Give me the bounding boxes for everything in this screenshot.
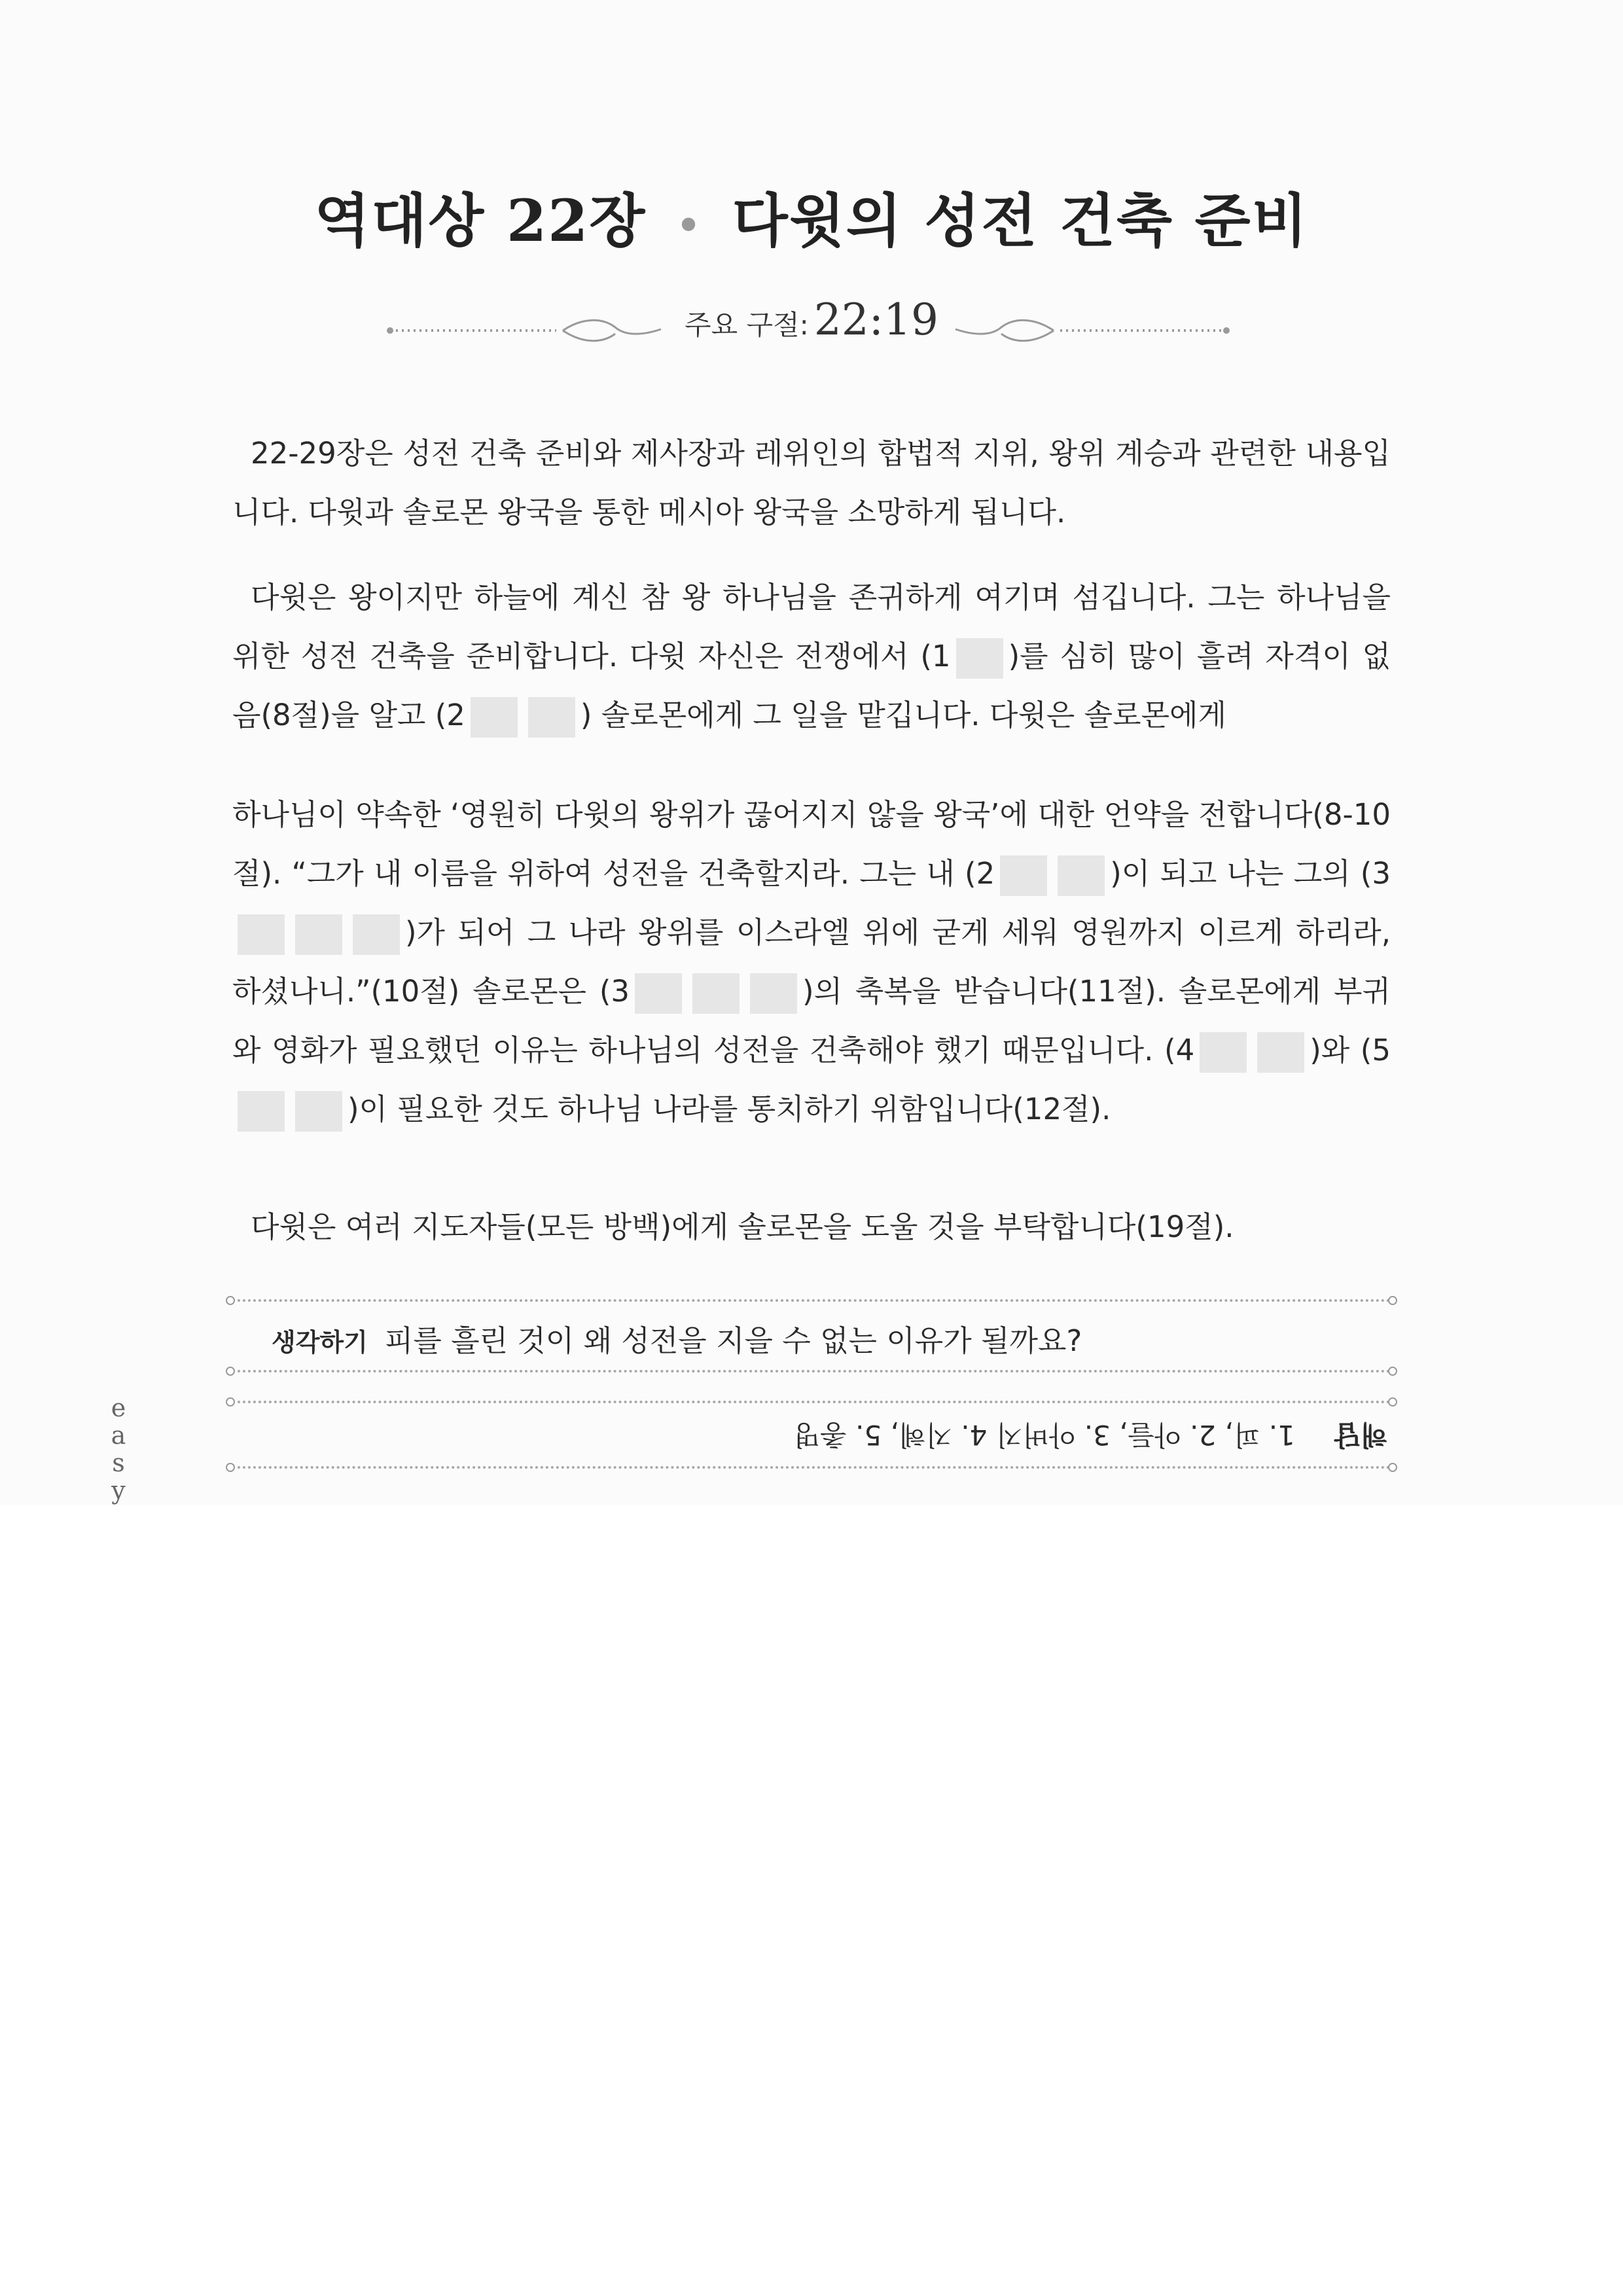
dotted-divider — [232, 1401, 1391, 1403]
chapter-subtitle: 다윗의 성전 건축 준비 — [732, 187, 1309, 255]
blank-box — [528, 697, 575, 738]
key-verse-ref: 22:19 — [813, 295, 938, 345]
blank-box — [750, 973, 797, 1014]
paragraph-leaders: 다윗은 여러 지도자들(모든 방백)에게 솔로몬을 도울 것을 부탁합니다(19절). — [251, 1210, 1234, 1244]
blank-box — [1058, 855, 1105, 896]
blank-box — [353, 914, 400, 955]
blank-box — [1257, 1032, 1304, 1073]
paragraph-covenant — [232, 785, 1391, 1139]
blank-box — [1200, 1032, 1247, 1073]
paragraph-text: 다윗은 왕이지만 하늘에 계신 참 왕 하나님을 존귀하게 여기며 섬깁니다. 그는 하나님을 위한 성전 건축을 준비합니다. 다윗 자신은 전쟁에서 (1 — [232, 580, 1391, 673]
paragraph-text: ) 솔로몬에게 그 일을 맡깁니다. 다윗은 솔로몬에게 — [580, 698, 1226, 732]
chapter-title: 역대상 22장 — [314, 187, 647, 255]
answer-box — [694, 1417, 1387, 1456]
dotted-divider — [232, 1299, 1391, 1302]
blank-box — [635, 973, 682, 1014]
dotted-divider — [232, 1466, 1391, 1469]
answer-label: 해답 — [1334, 1419, 1387, 1451]
blank-box — [956, 638, 1003, 679]
key-verse — [0, 295, 1623, 345]
blank-box — [238, 1091, 285, 1132]
paragraph-text: 하나님이 약속한 ‘영원히 다윗의 왕위가 끊어지지 않을 왕국’에 대한 언약을 전합니다(8-10절). “그가 내 이름을 위하여 성전을 건축할지라. 그는 내 (2 — [232, 797, 1391, 891]
paragraph-text: )의 축복을 받습니다(11절). 솔로몬에게 부귀와 영화가 필요했던 이유는 하나님의 성전을 건축해야 했기 때문입니다. (4 — [232, 974, 1391, 1067]
paragraph-text: )이 필요한 것도 하나님 나라를 통치하기 위함입니다(12절). — [348, 1092, 1111, 1126]
dotted-divider — [232, 1370, 1391, 1372]
paragraph-david — [232, 568, 1391, 745]
think-question: 피를 흘린 것이 왜 성전을 지을 수 없는 이유가 될까요? — [384, 1323, 1082, 1358]
title-separator: • — [675, 199, 704, 253]
paragraph-text: )이 되고 나는 그의 (3 — [1110, 856, 1391, 891]
blank-box — [238, 914, 285, 955]
paragraph-text: )를 심히 많이 흘려 자격이 없음(8절)을 알고 (2 — [232, 639, 1391, 732]
page-title — [0, 175, 1623, 258]
paragraph-text: )가 되어 그 나라 왕위를 이스라엘 위에 굳게 세워 영원까지 이르게 하리라, 하셨나니.”(10절) 솔로몬은 (3 — [232, 915, 1391, 1009]
blank-box — [471, 697, 518, 738]
think-box — [272, 1317, 1082, 1359]
blank-box — [692, 973, 740, 1014]
answer-text: 1. 피, 2. 아들, 3. 아버지 4. 지혜, 5. 총명 — [793, 1419, 1295, 1451]
paragraph-text: )와 (5 — [1310, 1033, 1391, 1067]
paragraph-intro: 22-29장은 성전 건축 준비와 제사장과 레위인의 합법적 지위, 왕위 계승과 관련한 내용입니다. 다윗과 솔로몬 왕국을 통한 메시아 왕국을 소망하게 됩니다. — [232, 436, 1391, 529]
think-label: 생각하기 — [272, 1328, 368, 1357]
blank-box — [295, 1091, 342, 1132]
side-margin-word: easy — [111, 1393, 126, 1505]
blank-box — [1000, 855, 1047, 896]
key-verse-label: 주요 구절: — [685, 309, 809, 341]
blank-box — [295, 914, 342, 955]
